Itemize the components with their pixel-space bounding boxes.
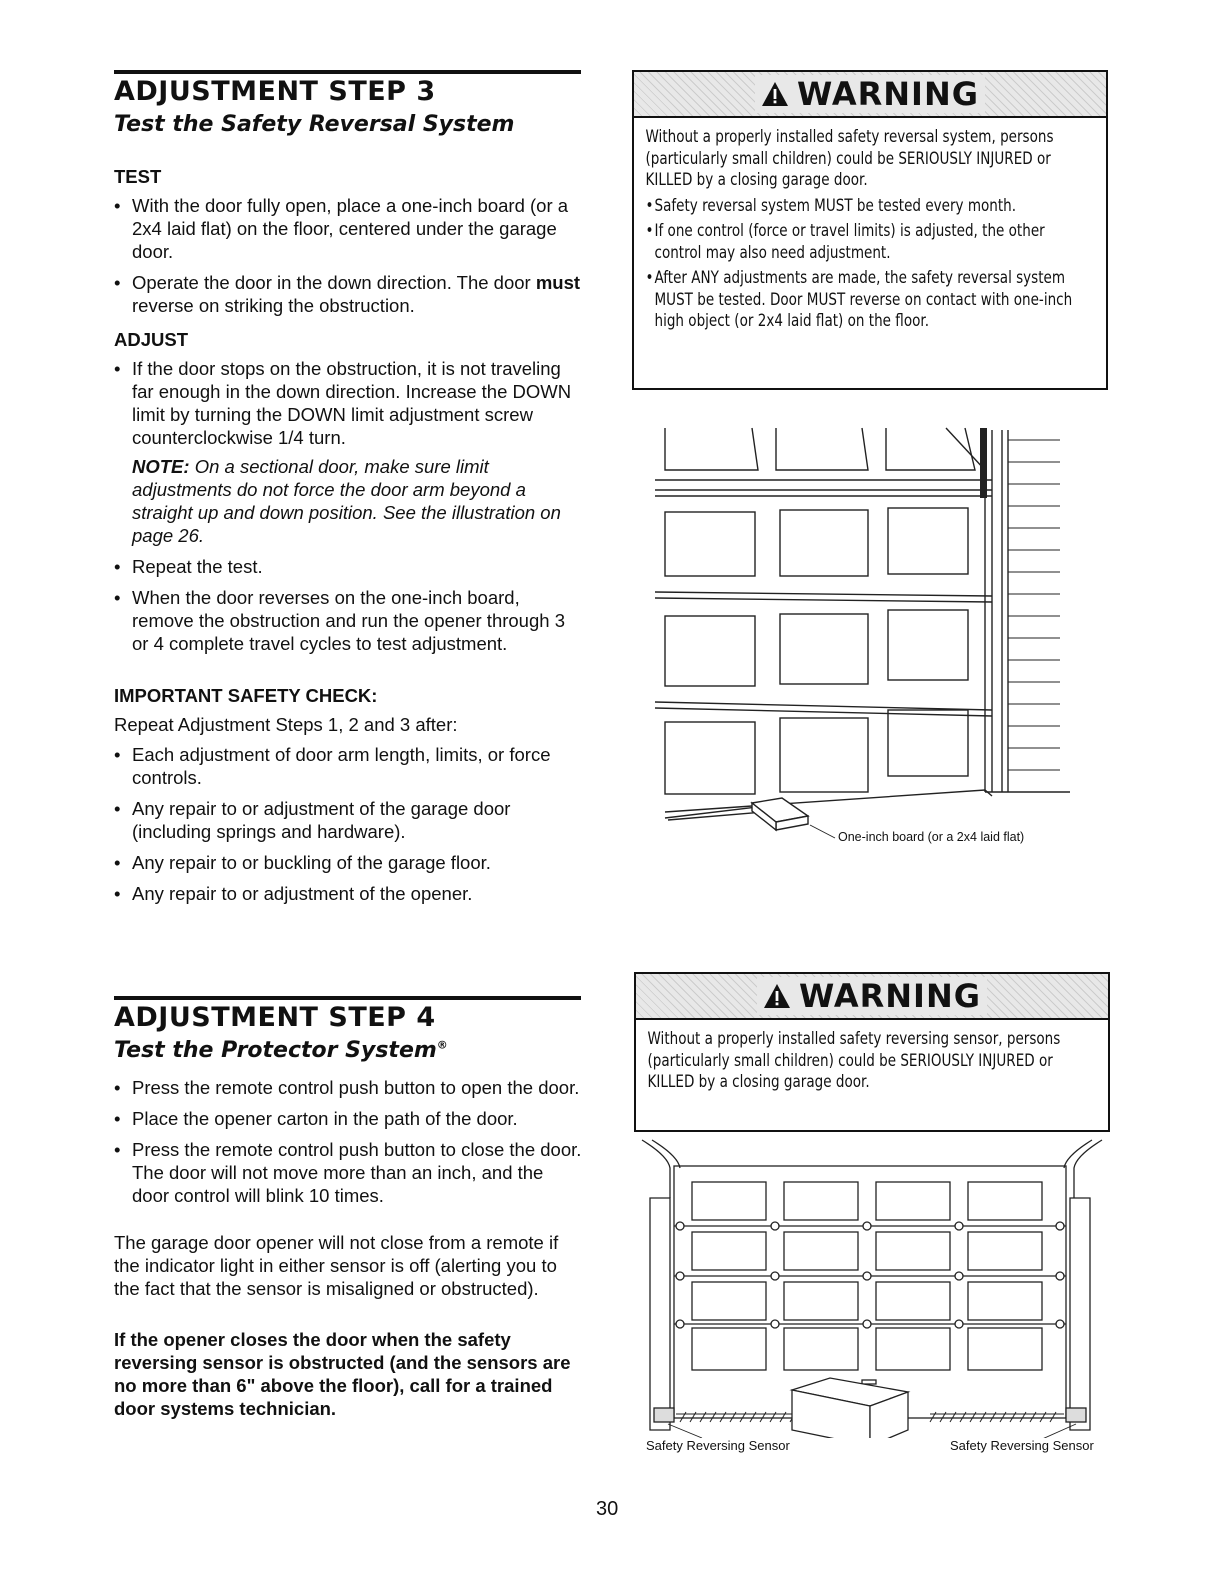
door-board-illustration	[640, 420, 1080, 850]
test-list	[114, 194, 584, 325]
right-sensor-caption: Safety Reversing Sensor	[950, 1438, 1094, 1453]
list-item: • If one control (force or travel limits) is adjusted, the other control may also need adjustment.	[645, 220, 1080, 263]
warning-body	[636, 1020, 1094, 1103]
warning-body	[634, 118, 1092, 346]
step4-bold-paragraph: If the opener closes the door when the safety reversing sensor is obstructed (and the sensors are no more than 6" above the floor), call for a trained door systems technician.	[114, 1329, 571, 1419]
list-item: • Any repair to or adjustment of the opener.	[114, 882, 584, 905]
list-item: • Press the remote control push button to close the door. The door will not move more than an inch, and the door control will blink 10 times.	[114, 1138, 584, 1207]
step3-title: ADJUSTMENT STEP 3	[114, 76, 436, 107]
warning-triangle-icon	[761, 81, 789, 107]
step4-rule	[114, 996, 581, 1000]
list-item: • With the door fully open, place a one-inch board (or a 2x4 laid flat) on the floor, centered under the garage door.	[114, 194, 584, 263]
page-number: 30	[596, 1498, 619, 1520]
list-item: • Press the remote control push button to open the door.	[114, 1076, 584, 1099]
list-item: • If the door stops on the obstruction, it is not traveling far enough in the down direction. Increase the DOWN limit by turning the DOWN limit adjustment screw counterclockwise 1/4 turn. NOTE: On a sectional door, make sure limit adjustments do not force the door arm beyond a straight up and down position. See the illustration on page 26.	[114, 357, 584, 547]
list-item: • Safety reversal system MUST be tested every month.	[645, 195, 1080, 217]
safety-check-heading: IMPORTANT SAFETY CHECK:	[114, 685, 378, 706]
step4-list	[114, 1076, 584, 1215]
list-item: • Repeat the test.	[114, 555, 584, 578]
safety-check-intro: Repeat Adjustment Steps 1, 2 and 3 after:	[114, 714, 458, 735]
note: NOTE: On a sectional door, make sure limit adjustments do not force the door arm beyond a straight up and down position. See the illustration on page 26.	[132, 456, 561, 546]
warning-intro: Without a properly installed safety reversal system, persons (particularly small children) could be SERIOUSLY INJURED or KILLED by a closing garage door.	[645, 127, 1054, 189]
list-item: • Place the opener carton in the path of the door.	[114, 1107, 584, 1130]
warning-banner	[634, 72, 1106, 118]
warning-triangle-icon	[763, 983, 791, 1009]
list-item: • After ANY adjustments are made, the safety reversal system MUST be tested. Door MUST reverse on contact with one-inch high object (or 2x4 laid flat) on the floor.	[645, 267, 1080, 332]
list-item: • Any repair to or buckling of the garage floor.	[114, 851, 584, 874]
warning-box-2	[634, 972, 1110, 1132]
sensor-carton-illustration	[640, 1138, 1105, 1438]
adjust-heading: ADJUST	[114, 329, 189, 350]
step3-rule	[114, 70, 581, 74]
list-item: • Each adjustment of door arm length, limits, or force controls.	[114, 743, 584, 789]
list-item: • Any repair to or adjustment of the garage door (including springs and hardware).	[114, 797, 584, 843]
left-sensor-caption: Safety Reversing Sensor	[646, 1438, 790, 1453]
warning-box-1	[632, 70, 1108, 390]
step3-subtitle: Test the Safety Reversal System	[114, 112, 515, 137]
test-heading: TEST	[114, 166, 162, 187]
step4-title: ADJUSTMENT STEP 4	[114, 1002, 436, 1033]
list-item: • Operate the door in the down direction. The door must reverse on striking the obstruction.	[114, 271, 584, 317]
warning-intro: Without a properly installed safety reversing sensor, persons (particularly small children) could be SERIOUSLY INJURED or KILLED by a closing garage door.	[647, 1029, 1061, 1091]
warning-label: WARNING	[797, 75, 979, 113]
warning-label: WARNING	[799, 977, 981, 1015]
adjust-list	[114, 357, 584, 663]
safety-check-list	[114, 743, 584, 913]
step4-subtitle: Test the Protector System®	[114, 1038, 448, 1063]
warning-banner	[636, 974, 1108, 1020]
board-caption: One-inch board (or a 2x4 laid flat)	[838, 830, 1025, 844]
step4-paragraph: The garage door opener will not close from a remote if the indicator light in either sensor is off (alerting you to the fact that the sensor is misaligned or obstructed).	[114, 1232, 559, 1299]
warning-list	[645, 195, 1080, 332]
list-item: • When the door reverses on the one-inch board, remove the obstruction and run the opener through 3 or 4 complete travel cycles to test adjustment.	[114, 586, 584, 655]
